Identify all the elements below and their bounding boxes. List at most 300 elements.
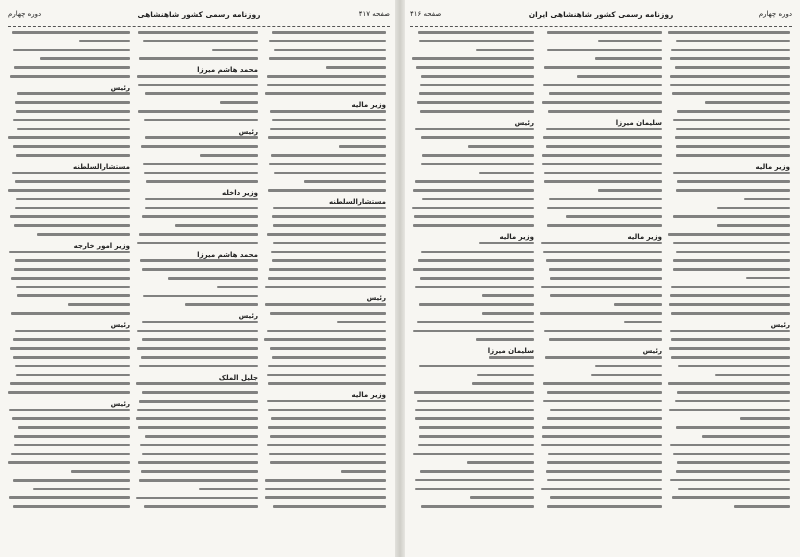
speaker-heading: وزیر مالیه <box>499 232 534 241</box>
text-line <box>265 496 386 499</box>
page-gutter <box>395 0 405 557</box>
text-line <box>414 215 534 218</box>
text-line <box>267 84 386 87</box>
text-line <box>419 92 534 95</box>
text-line <box>145 198 258 201</box>
text-column <box>8 31 130 521</box>
text-line <box>141 470 258 473</box>
text-line <box>542 435 662 438</box>
text-line <box>268 382 386 385</box>
text-line <box>267 374 386 377</box>
text-line <box>16 110 130 113</box>
text-line <box>598 40 662 43</box>
page-header <box>410 8 792 22</box>
text-line <box>15 101 130 104</box>
text-line <box>540 312 662 315</box>
text-line <box>544 180 662 183</box>
text-line <box>413 330 534 333</box>
text-line <box>417 321 534 324</box>
text-line <box>421 251 534 254</box>
text-line <box>549 92 662 95</box>
text-line <box>676 251 790 254</box>
text-line <box>339 145 386 148</box>
text-column <box>136 31 258 521</box>
text-line <box>14 224 130 227</box>
text-line <box>420 277 534 280</box>
text-line <box>419 426 534 429</box>
text-line <box>549 268 662 271</box>
text-line <box>265 303 386 306</box>
text-line <box>267 444 386 447</box>
text-line <box>341 470 386 473</box>
text-line <box>272 356 386 359</box>
text-line <box>137 75 258 78</box>
text-line <box>422 154 534 157</box>
text-line <box>418 259 534 262</box>
text-line <box>550 294 662 297</box>
text-line <box>668 382 790 385</box>
text-line <box>670 444 790 447</box>
text-line <box>548 453 662 456</box>
speaker-heading: وزیر مالیه <box>627 232 662 241</box>
text-line <box>199 488 258 491</box>
text-line <box>37 233 130 236</box>
text-line <box>542 163 662 166</box>
text-line <box>11 453 130 456</box>
text-line <box>40 57 130 60</box>
text-line <box>274 172 387 175</box>
text-line <box>137 409 258 412</box>
speaker-heading: رئیس <box>366 294 386 303</box>
text-line <box>673 268 790 271</box>
text-line <box>138 31 258 34</box>
text-line <box>270 110 386 113</box>
text-line <box>415 479 534 482</box>
text-line <box>268 426 386 429</box>
text-line <box>268 409 386 412</box>
text-line <box>421 136 534 139</box>
text-line <box>672 92 790 95</box>
text-line <box>200 154 258 157</box>
text-line <box>671 286 790 289</box>
text-line <box>744 198 790 201</box>
text-line <box>547 417 662 420</box>
text-line <box>274 49 386 52</box>
text-line <box>326 66 386 69</box>
speaker-heading: رئیس <box>110 83 130 92</box>
text-line <box>543 251 662 254</box>
text-line <box>677 461 790 464</box>
text-line <box>265 479 386 482</box>
text-line <box>421 75 534 78</box>
text-line <box>145 207 258 210</box>
text-line <box>673 453 790 456</box>
text-line <box>273 224 386 227</box>
text-line <box>145 92 258 95</box>
text-line <box>420 470 534 473</box>
text-line <box>272 259 387 262</box>
text-line <box>15 330 130 333</box>
text-line <box>420 84 534 87</box>
text-line <box>598 189 662 192</box>
text-line <box>11 312 130 315</box>
text-line <box>740 417 790 420</box>
text-line <box>676 470 790 473</box>
header-divider <box>410 26 792 27</box>
text-line <box>413 224 534 227</box>
text-line <box>545 356 662 359</box>
text-line <box>414 391 534 394</box>
newspaper-title: روزنامه رسمی کشور شاهنشاهی <box>137 10 261 19</box>
text-line <box>139 479 258 482</box>
text-line <box>668 31 790 34</box>
text-line <box>270 347 386 350</box>
text-line <box>8 136 130 139</box>
text-line <box>137 242 258 245</box>
speaker-heading: محمد هاشم میرزا <box>197 66 258 75</box>
text-line <box>143 163 258 166</box>
text-line <box>33 488 130 491</box>
speaker-heading: محمد هاشم میرزا <box>197 250 258 259</box>
text-line <box>146 180 258 183</box>
text-line <box>68 303 130 306</box>
text-line <box>272 119 386 122</box>
speaker-heading: رئیس <box>238 312 258 321</box>
text-line <box>668 233 790 236</box>
text-line <box>420 110 534 113</box>
text-line <box>14 268 130 271</box>
text-line <box>412 207 534 210</box>
text-line <box>541 242 662 245</box>
text-line <box>678 365 790 368</box>
text-line <box>673 172 790 175</box>
text-line <box>273 505 386 508</box>
text-line <box>547 224 662 227</box>
text-line <box>139 365 258 368</box>
text-line <box>11 277 130 280</box>
text-line <box>591 374 662 377</box>
text-line <box>419 435 534 438</box>
text-line <box>15 259 130 262</box>
text-line <box>717 207 790 210</box>
text-line <box>138 110 258 113</box>
text-line <box>479 172 534 175</box>
text-line <box>676 145 790 148</box>
text-line <box>143 295 258 298</box>
text-line <box>13 338 130 341</box>
text-line <box>14 435 130 438</box>
text-column <box>412 31 534 521</box>
text-line <box>13 356 130 359</box>
text-line <box>136 497 258 500</box>
text-line <box>12 172 130 175</box>
speaker-heading: وزیر مالیه <box>755 162 790 171</box>
text-line <box>670 75 790 78</box>
text-line <box>547 49 662 52</box>
text-line <box>267 400 386 403</box>
text-line <box>268 365 386 368</box>
text-line <box>9 496 130 499</box>
text-line <box>270 435 386 438</box>
text-line <box>269 57 386 60</box>
text-line <box>543 382 662 385</box>
text-line <box>678 488 790 491</box>
text-line <box>16 198 131 201</box>
text-line <box>468 145 534 148</box>
text-line <box>673 119 790 122</box>
text-line <box>415 417 534 420</box>
text-line <box>467 461 534 464</box>
text-line <box>419 40 534 43</box>
text-line <box>13 505 130 508</box>
text-line <box>79 40 130 43</box>
text-line <box>673 259 790 262</box>
speaker-heading: مستشارالسلطنه <box>328 197 386 206</box>
text-line <box>413 268 535 271</box>
text-line <box>267 75 386 78</box>
text-line <box>269 453 386 456</box>
text-line <box>269 40 386 43</box>
text-line <box>595 365 662 368</box>
text-line <box>139 57 258 60</box>
speaker-heading: وزیر داخله <box>222 189 258 198</box>
text-line <box>541 444 662 447</box>
text-line <box>670 57 790 60</box>
text-line <box>270 128 386 131</box>
text-line <box>10 347 130 350</box>
text-line <box>17 92 130 95</box>
text-line <box>477 374 534 377</box>
text-line <box>413 189 534 192</box>
text-line <box>746 277 790 280</box>
text-line <box>9 409 130 412</box>
text-line <box>10 215 130 218</box>
text-line <box>265 286 386 289</box>
text-line <box>675 66 790 69</box>
text-line <box>13 479 130 482</box>
text-line <box>269 163 386 166</box>
text-line <box>137 330 258 333</box>
text-line <box>267 330 386 333</box>
text-line <box>417 400 534 403</box>
text-line <box>547 391 662 394</box>
text-line <box>144 505 258 508</box>
text-line <box>541 488 662 491</box>
text-line <box>415 409 534 412</box>
text-line <box>10 382 130 385</box>
text-line <box>264 338 386 341</box>
text-line <box>541 286 662 289</box>
text-line <box>142 338 258 341</box>
text-line <box>542 154 662 157</box>
page-number: صفحه ۴۱۶ <box>410 10 442 18</box>
text-line <box>546 128 662 131</box>
text-line <box>422 198 534 201</box>
text-line <box>13 145 130 148</box>
text-line <box>15 207 130 210</box>
text-line <box>547 207 662 210</box>
text-line <box>546 145 662 148</box>
text-line <box>8 391 130 394</box>
text-line <box>702 435 790 438</box>
text-line <box>543 136 662 139</box>
text-line <box>137 347 258 350</box>
text-line <box>418 444 534 447</box>
text-line <box>15 180 130 183</box>
text-line <box>15 365 130 368</box>
text-line <box>145 435 258 438</box>
text-line <box>577 75 662 78</box>
text-line <box>270 312 386 315</box>
text-line <box>272 31 386 34</box>
text-line <box>595 57 662 60</box>
text-line <box>546 259 662 262</box>
text-line <box>419 303 534 306</box>
text-line <box>268 136 386 139</box>
text-line <box>705 101 790 104</box>
text-line <box>676 128 790 131</box>
text-line <box>273 242 386 245</box>
text-line <box>265 92 386 95</box>
speaker-heading: رئیس <box>770 320 790 329</box>
text-line <box>546 470 662 473</box>
text-line <box>672 496 790 499</box>
text-line <box>670 479 790 482</box>
text-line <box>136 382 258 385</box>
text-line <box>18 426 130 429</box>
text-line <box>470 496 534 499</box>
speaker-heading: مستشارالسلطنه <box>72 162 130 171</box>
speaker-heading: رئیس <box>514 118 534 127</box>
speaker-heading: وزیر امور خارجه <box>73 241 130 250</box>
speaker-heading: وزیر مالیه <box>351 101 386 110</box>
text-line <box>673 242 790 245</box>
speaker-heading: رئیس <box>110 320 130 329</box>
text-line <box>17 128 130 131</box>
text-line <box>550 496 662 499</box>
speaker-heading: رئیس <box>110 399 130 408</box>
text-line <box>676 426 790 429</box>
left-page <box>0 0 398 557</box>
text-line <box>421 163 534 166</box>
text-line <box>548 110 662 113</box>
text-line <box>10 75 130 78</box>
text-line <box>550 409 662 412</box>
text-line <box>273 207 386 210</box>
text-line <box>337 321 386 324</box>
speaker-heading: جلیل الملک <box>218 373 258 382</box>
text-line <box>268 277 386 280</box>
text-line <box>142 453 258 456</box>
text-line <box>139 233 258 236</box>
newspaper-title: روزنامه رسمی کشور شاهنشاهی ایران <box>528 10 674 19</box>
text-line <box>185 303 258 306</box>
text-line <box>138 461 258 464</box>
speaker-heading: رئیس <box>238 127 258 136</box>
text-line <box>673 215 790 218</box>
text-line <box>8 461 130 464</box>
text-line <box>12 31 130 34</box>
text-line <box>271 154 386 157</box>
text-line <box>304 180 386 183</box>
text-line <box>415 128 534 131</box>
page-header <box>8 8 390 22</box>
text-line <box>676 154 790 157</box>
page-number: صفحه ۴۱۷ <box>358 10 390 18</box>
text-line <box>418 31 534 34</box>
speaker-heading: سلیمان میرزا <box>615 118 662 127</box>
text-line <box>141 356 258 359</box>
period-label: دوره چهارم <box>758 10 792 18</box>
text-line <box>265 488 386 491</box>
text-line <box>220 101 258 104</box>
text-line <box>542 426 662 429</box>
text-line <box>489 356 534 359</box>
right-page <box>402 0 800 557</box>
text-line <box>272 215 386 218</box>
text-line <box>8 189 130 192</box>
text-line <box>14 66 130 69</box>
text-line <box>715 374 790 377</box>
text-line <box>271 417 387 420</box>
text-line <box>138 84 258 87</box>
text-line <box>472 382 534 385</box>
text-line <box>13 49 130 52</box>
text-line <box>271 251 386 254</box>
text-line <box>670 330 790 333</box>
text-line <box>717 224 790 227</box>
text-line <box>142 215 258 218</box>
text-line <box>676 189 790 192</box>
text-line <box>71 470 130 473</box>
text-line <box>419 365 534 368</box>
text-line <box>614 303 662 306</box>
text-line <box>139 400 258 403</box>
text-line <box>415 488 534 491</box>
text-line <box>675 400 790 403</box>
text-line <box>417 101 534 104</box>
text-line <box>669 347 790 350</box>
text-line <box>175 224 258 227</box>
text-line <box>482 294 534 297</box>
text-line <box>671 356 790 359</box>
text-line <box>16 286 130 289</box>
text-line <box>547 505 662 508</box>
text-line <box>677 110 790 113</box>
text-line <box>677 180 790 183</box>
text-line <box>671 312 790 315</box>
text-line <box>547 31 662 34</box>
text-line <box>669 409 790 412</box>
text-line <box>140 444 258 447</box>
text-line <box>13 119 130 122</box>
text-line <box>140 259 258 262</box>
text-line <box>543 84 662 87</box>
text-line <box>547 461 662 464</box>
text-line <box>9 251 130 254</box>
text-line <box>421 505 534 508</box>
text-column <box>264 31 386 521</box>
text-column <box>668 31 790 521</box>
text-line <box>566 215 662 218</box>
text-line <box>544 330 662 333</box>
text-line <box>415 180 534 183</box>
text-line <box>270 461 386 464</box>
header-divider <box>8 26 390 27</box>
text-line <box>17 294 130 297</box>
text-line <box>670 84 790 87</box>
text-line <box>142 391 258 394</box>
